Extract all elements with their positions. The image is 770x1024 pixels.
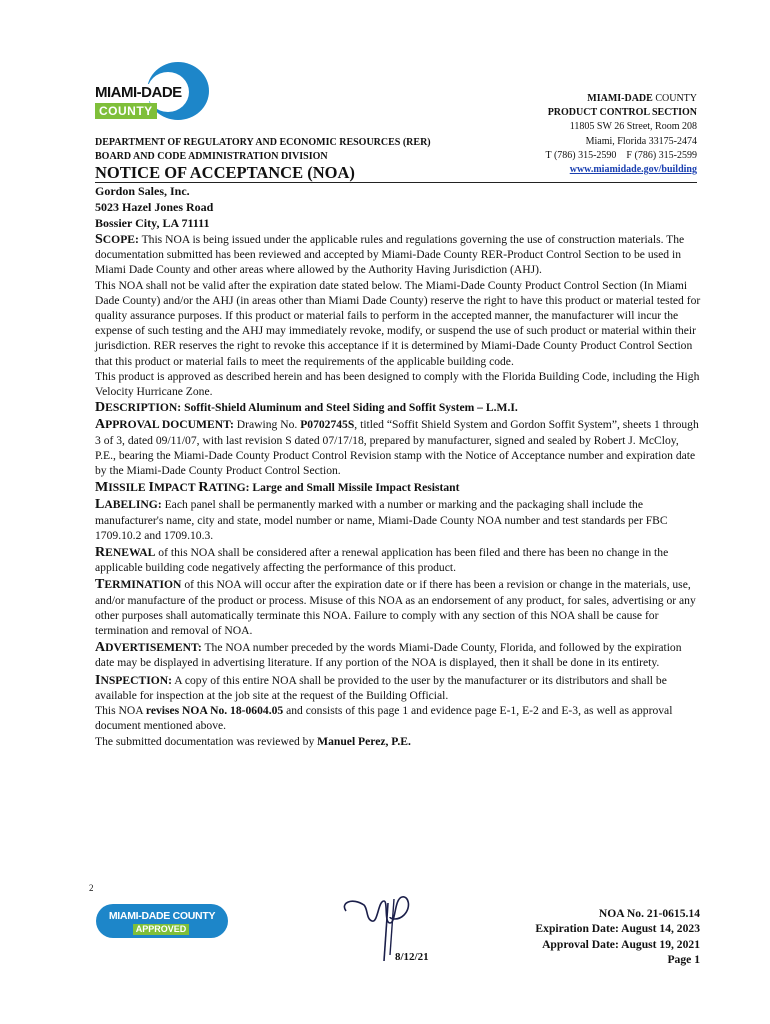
description-section: DESCRIPTION: Soffit-Shield Aluminum and Steel Siding and Soffit System – L.M.I. — [95, 400, 518, 416]
website-link[interactable]: www.miamidade.gov/building — [569, 164, 697, 176]
section-name: PRODUCT CONTROL SECTION — [547, 107, 697, 119]
missile-impact-section: MISSILE IMPACT RATING: Large and Small Missile Impact Resistant — [95, 480, 460, 496]
footnote-mark: 2 — [89, 883, 94, 893]
city-address: Miami, Florida 33175-2474 — [585, 135, 697, 147]
labeling-section: LABELING: Each panel shall be permanently marked with a number or marking and the packaging shall include the manufacturer's name, city and state, model number or name, Miami-Dade County NOA number and test standards per FBC 1709.10.2 and 1709.10.3. — [95, 497, 668, 542]
signature-date: 8/12/21 — [395, 951, 429, 963]
contact-block: MIAMI-DADE COUNTY PRODUCT CONTROL SECTION 11805 SW 26 Street, Room 208 Miami, Florida 33175-2474 T (786) 315-2590 F (786) 315-2599 www.miamidade.gov/building — [546, 92, 697, 177]
page-number: Page 1 — [667, 952, 700, 966]
noa-number: NOA No. 21-0615.14 — [598, 907, 700, 920]
applicant-address: Gordon Sales, Inc. 5023 Hazel Jones Road Bossier City, LA 71111 — [95, 184, 214, 230]
street-address: 11805 SW 26 Street, Room 208 — [569, 121, 697, 133]
department-heading: DEPARTMENT OF REGULATORY AND ECONOMIC RESOURCES (RER) BOARD AND CODE ADMINISTRATION DIVISION — [95, 137, 431, 162]
document-body — [95, 183, 701, 749]
noa-footer-info — [535, 906, 700, 967]
approval-date: Approval Date: August 19, 2021 — [542, 937, 700, 951]
approval-document-section: APPROVAL DOCUMENT: Drawing No. P0702745S, titled “Soffit Shield System and Gordon Soffit System”, sheets 1 through 3 of 3, dated 09/11/07, with last revision S dated 07/17/18, prepared by manufacturer, signed and sealed by Robert J. McCloy, P.E., bearing the Miami-Dade County Product Control Revision stamp with the Notice of Acceptance number and expiration date by the Miami-Dade County Product Control Section. — [95, 417, 699, 478]
termination-section: TERMINATION of this NOA will occur after the expiration date or if there has been a revision or change in the materials, use, and/or manufacture of the product or process. Misuse of this NOA as an endorsement of any product, for sales, advertising or any other purposes shall automatically terminate this NOA. Failure to comply with any section of this NOA shall be cause for termination and removal of NOA. — [95, 577, 696, 638]
advertisement-section: ADVERTISEMENT: The NOA number preceded by the words Miami-Dade County, Florida, and followed by the expiration date may be displayed in advertising literature. If any portion of the NOA is displayed, then it shall be done in its entirety. — [95, 640, 682, 670]
logo-county: COUNTY — [95, 103, 157, 119]
scope-section: SCOPE: This NOA is being issued under the applicable rules and regulations governing the use of construction materials. The documentation submitted has been reviewed and accepted by Miami-Dade County RER-Product Control Section to be used in Miami Dade County and other areas where allowed by the Authority Having Jurisdiction (AHJ). This NOA shall not be valid after the expiration date stated below. The Miami-Dade County Product Control Section (In Miami Dade County) and/or the AHJ (in areas other than Miami Dade County) reserve the right to have this product or material tested for quality assurance purposes. If this product or material fails to perform in the accepted manner, the manufacturer will incur the expense of such testing and the AHJ may immediately revoke, modify, or suspend the use of such product or material within their jurisdiction. RER reserves the right to revoke this acceptance if it is determined by Miami-Dade County Product Control Section that this product or material fails to meet the requirements of the applicable building code. This product is approved as described herein and has been designed to comply with the Florida Building Code, including the High Velocity Hurricane Zone. — [95, 232, 701, 399]
approved-seal: MIAMI-DADE COUNTY APPROVED — [96, 904, 228, 938]
logo-name: MIAMI-DADE — [95, 84, 182, 101]
inspection-section: INSPECTION: A copy of this entire NOA shall be provided to the user by the manufacturer or its distributors and shall be available for inspection at the job site at the request of the Building Official. This NOA revises NOA No. 18-0604.05 and consists of this page 1 and evidence page E-1, E-2 and E-3, as well as approval document mentioned above. The submitted documentation was reviewed by Manuel Perez, P.E. — [95, 672, 673, 748]
renewal-section: RENEWAL of this NOA shall be considered after a renewal application has been filed and there has been no change in the applicable building code negatively affecting the performance of this product. — [95, 545, 669, 575]
expiration-date: Expiration Date: August 14, 2023 — [535, 922, 700, 936]
page-title: NOTICE OF ACCEPTANCE (NOA) — [95, 163, 355, 182]
miami-dade-county-logo — [95, 62, 210, 120]
phone-numbers: T (786) 315-2590 F (786) 315-2599 — [545, 149, 697, 161]
reviewer-name: Manuel Perez, P.E. — [317, 734, 411, 748]
